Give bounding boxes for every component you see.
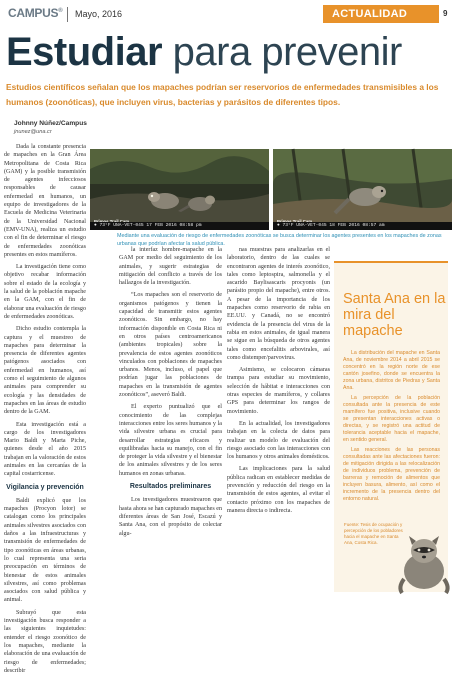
section-tab: ACTUALIDAD bbox=[323, 5, 439, 23]
day-scene-graphic bbox=[273, 149, 452, 230]
paragraph: Dada la constante presencia de mapaches en la Gran Área Metropolitana de Costa Rica (GAM) y la posible transmisión de agentes infecciosos responsables de causar enfermedad en humanos, un equipo de investigadores de la Escuela de Medicina Veterinaria de la Universidad Nacional (EMV-UNA), realiza un estudio con el fin de determinar el riesgo de enfermedades zoonóticas presentes en estos mamíferos. bbox=[4, 144, 86, 258]
sidebar-box bbox=[334, 261, 448, 592]
paragraph: nas muestras para analizarlas en el laboratorio, dentro de las cuales se encontraron agentes de interés zoonótico, tales como leptospira, salmonella y el ascarido Baylisascaris procyonis (un parásito propio del mapache), entre otros. A pesar de la importancia de los mapaches como reservorio de rabia en EE.UU. y Canadá, no se encontró evidencia de la presencia del virus de la rabia en estos animales, de igual manera se sigue en la búsqueda de otros agentes tales como encefalitis arbovirales, así como distemper/parvovirus. bbox=[227, 247, 330, 361]
page-number: 9 bbox=[443, 9, 448, 18]
subheading: Vigilancia y prevención bbox=[6, 483, 84, 491]
camera-data-bar: ● 73°F UNA-VET-045 18 FEB 2016 08:57 am bbox=[273, 222, 452, 230]
subheading: Resultados preliminares bbox=[129, 483, 212, 491]
sidebar-title: Santa Ana en la mira del mapache bbox=[343, 291, 446, 339]
paragraph: Dicho estudio contempla la captura y el muestreo de mapaches para determinar la presencia de diferentes agentes patógenos asociados con enfermedad en humanos, así como el seguimiento de algunos animales para comprender su ecología y las densidades de mapaches en las áreas de estudio dentro de la GAM. bbox=[4, 326, 86, 416]
paragraph: Esta investigación está a cargo de los investigadores Mario Baldi y Marta Piche, quienes desde el año 2015 trabajan en la valoración de estos animales en las cercanías de la capital costarricense. bbox=[4, 421, 86, 478]
paragraph: Baldi explicó que los mapaches (Procyon lotor) se catalogan como los principales animales silvestres asociados con daños a las infraestructuras y transmisión de enfermedades de tipo zoonóticas en áreas urbanas, lo cual representa una seria preocupación en términos de bienestar de estos animales silvestres, así como problemas asociados con salud pública y animal. bbox=[4, 497, 86, 604]
campus-logo: CAMPUS® bbox=[8, 6, 63, 20]
paragraph: Los investigadores muestrearon que hasta ahora se han capturado mapaches en diferentes áreas de San José, Escazú y Santa Ana, con el propósito de colectar algu- bbox=[119, 497, 222, 537]
article-column-1 bbox=[4, 143, 86, 674]
night-scene-graphic bbox=[90, 149, 269, 230]
title-light: para prevenir bbox=[172, 30, 402, 74]
camera-data-bar: ● 73°F UNA-VET-045 17 FEB 2016 08:58 pm bbox=[90, 222, 269, 230]
paragraph: “Los mapaches son el reservorio de organismos patógenos y tienen la capacidad de transmitir estos agentes zoonóticos. Sin embargo, no hay información disponible en Costa Rica ni en otros países centroamericanos (ambientes tropicales) sobre la prevalencia de estos agentes zoonóticos vinculados con poblaciones de mapaches urbanos. Menos, incluso, el papel que podrían jugar las poblaciones de mapaches en la transmisión de agentes zoonóticos”, aseveró Baldi. bbox=[119, 292, 222, 399]
page-header bbox=[0, 0, 457, 26]
camera-trap-photo-2 bbox=[273, 149, 452, 230]
sidebar-paragraph: La distribución del mapache en Santa Ana, de noviembre 2014 a abril 2015 se concentró en la región norte de ese cantón josefino, donde se encuentra la zona urbana, distritos de Piedras y Santa Ana. bbox=[343, 350, 440, 391]
paragraph: Subrayó que esta investigación busca responder a las siguientes inquietudes: entender el riesgo zoonótico de los mapaches, mediante la elaboración de una evaluación de riesgo de enfermedades; describir bbox=[4, 609, 86, 674]
sidebar-paragraph: La percepción de la población consultada ante la presencia de este mamífero fue positiva, inclusive cuando se presentan interacciones activas o directas, y se registró una actitud de tolerancia aceptable hacia el mapache, en sentido general. bbox=[343, 395, 440, 443]
article-title bbox=[6, 30, 402, 75]
camera-trap-photo-1 bbox=[90, 149, 269, 230]
paragraph: El experto puntualizó que el conocimiento de las complejas interacciones entre los seres humanos y la vida silvestre urbana es crucial para desarrollar estrategias eficaces y equilibradas hacia su manejo, con el fin de proteger la vida silvestre y el bienestar de los animales silvestres y de los seres humanos en zonas urbanas. bbox=[119, 404, 222, 477]
raccoon-photo bbox=[394, 521, 448, 594]
author-email: jnunez@una.cr bbox=[14, 129, 52, 135]
issue-date: Mayo, 2016 bbox=[75, 9, 123, 19]
paragraph: Las implicaciones para la salud pública radican en establecer medidas de prevención y reducción del riesgo en la transmisión de estos agentes, al evitar el contacto próximo con los mapaches de manera directa o indirecta. bbox=[227, 466, 330, 514]
article-column-3 bbox=[227, 246, 330, 592]
paragraph: Asimismo, se colocaron cámaras trampa para estudiar su movimiento, selección de hábitat e interacciones con otras especies de mamíferos, y collares GPS para determinar los rangos de movimiento. bbox=[227, 367, 330, 415]
paragraph: En la actualidad, los investigadores trabajan en la colecta de datos para realizar un modelo de evaluación del riesgo asociado con las interacciones con los humanos y otros animales domésticos. bbox=[227, 420, 330, 461]
article-deck: Estudios científicos señalan que los mapaches podrían ser reservorios de enfermedades transmisibles a los humanos (zoonóticas), que incluyen virus, bacterias y parásitos de diferentes tipos. bbox=[6, 82, 439, 107]
paragraph: la interfaz hombre-mapache en la GAM por medio del seguimiento de los animales, y sugerir estrategias de mitigación del conflicto a través de los hallazgos de la investigación. bbox=[119, 247, 222, 287]
paragraph: La investigación tiene como objetivo recabar información sobre el estado de la ecología y la salud de la población mapache en la GAM, con el fin de elaborar una evaluación de riesgo de enfermedades zoonóticas. bbox=[4, 264, 86, 320]
sidebar-body bbox=[343, 350, 440, 506]
author-name: Johnny Núñez/Campus bbox=[14, 120, 87, 127]
sidebar-credit: Fuente: Tesis de ocupación y percepción de los pobladores hacia el mapache en Santa Ana, Costa Rica. bbox=[344, 522, 403, 545]
header-divider bbox=[67, 7, 68, 22]
title-bold: Estudiar bbox=[6, 30, 163, 74]
sidebar-paragraph: Las reacciones de las personas consultadas ante las afectaciones fueron: de mitigación dirigida a las relocalización de individuos problema, prevención de barreras y remoción de alimentos que incluyen basura, alimento, así como el incremento de la presencia dentro del entorno natural. bbox=[343, 447, 440, 502]
photo-caption: Mediante una evaluación de riesgo de enfermedades zoonóticas se busca determinar los agentes presentes en los mapaches de zonas urbanas que podrían afectar la salud pública. bbox=[117, 233, 442, 247]
article-column-2 bbox=[119, 246, 222, 592]
